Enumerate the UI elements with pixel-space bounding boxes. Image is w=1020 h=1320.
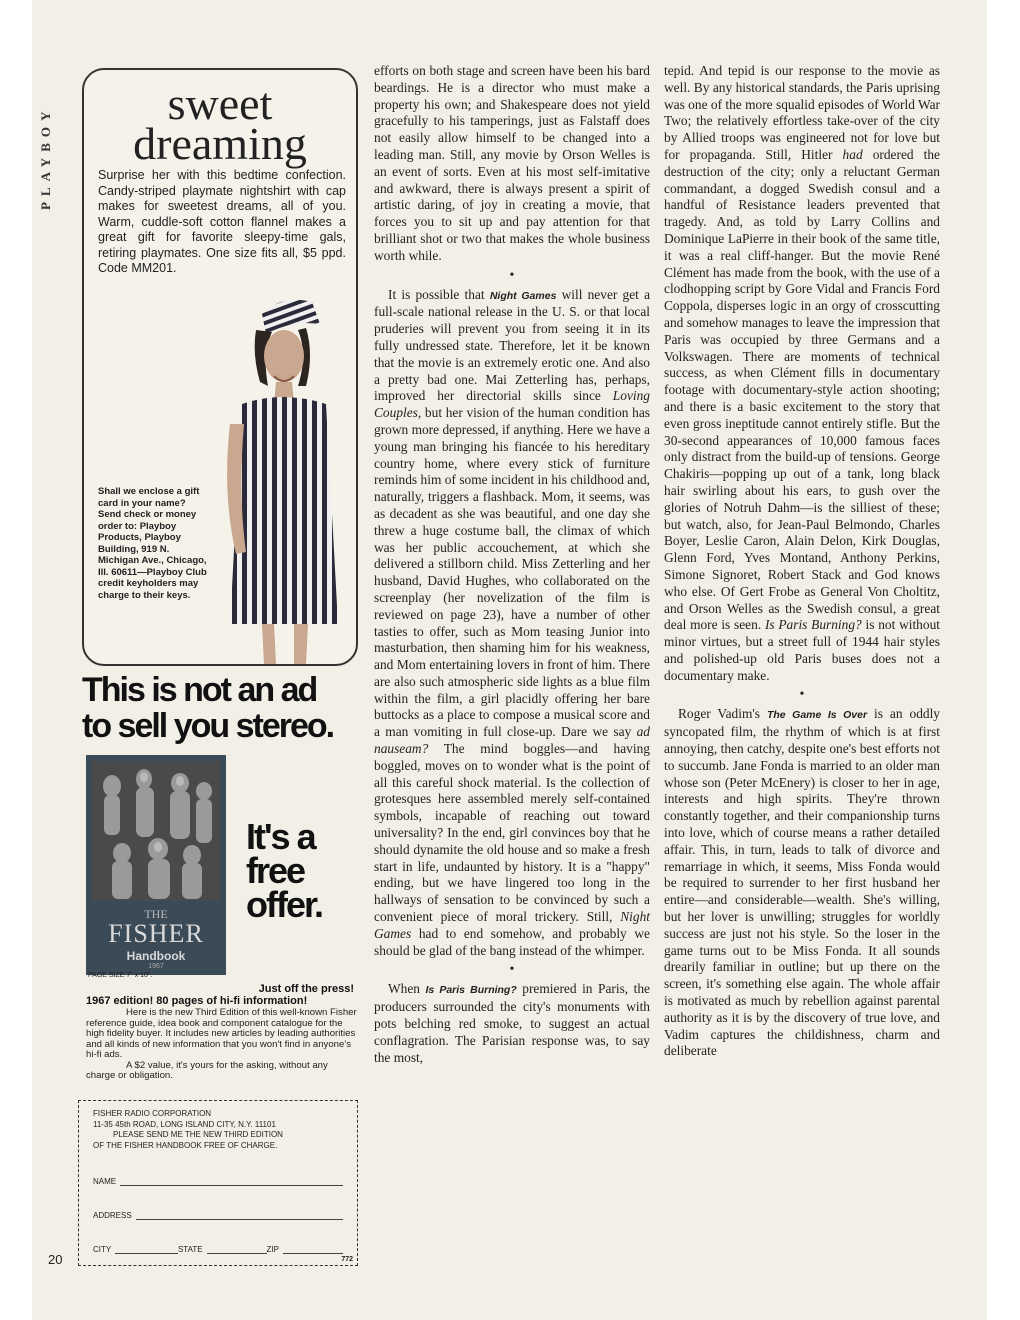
just-off-press: Just off the press!	[258, 983, 354, 995]
address-field[interactable]	[93, 1211, 343, 1220]
name-label: NAME	[93, 1177, 117, 1186]
free-offer-line3: offer.	[246, 884, 323, 925]
running-head-text: PLAYBOY	[38, 105, 53, 210]
free-offer-line1: It's a	[246, 816, 315, 857]
state-label: STATE	[177, 1245, 203, 1254]
name-field[interactable]	[93, 1177, 343, 1186]
paragraph	[664, 706, 940, 1060]
article-column-2	[664, 63, 940, 1060]
italic-text: Night Games	[374, 909, 650, 941]
sculpture-image	[92, 761, 220, 901]
city-label: CITY	[93, 1245, 112, 1254]
paragraph	[374, 981, 650, 1066]
headline-line2: to sell you stereo.	[82, 707, 334, 745]
order-instructions: Shall we enclose a gift card in your name? Send check or money order to: Playboy Products, Playboy Building, 919 N. Michigan Ave., Chicago, Ill. 60611—Playboy Club credit keyholders may charge to their keys.	[98, 486, 207, 601]
ad-title-line1: sweet	[167, 78, 273, 129]
name-line[interactable]	[120, 1177, 343, 1186]
paragraph: efforts on both stage and screen have been his bard beardings. He is a director who must make a property his own; and Shakespeare does not yield gracefully to his tamperings, just as Falstaff does not easily allow himself to be changed into a leading man. Still, any movie by Orson Welles is an event of sorts. Even at his most self-imitative and awkward, there is always present a spirit of artistic daring, of joy in creating a movie, that forces you to sit up and pay attention for that brilliant shot or two that makes the whole business worth while.	[374, 63, 650, 263]
coupon-request2: OF THE FISHER HANDBOOK FREE OF CHARGE.	[93, 1140, 278, 1150]
zip-label: ZIP	[266, 1245, 279, 1254]
text-run: will never get a full-scale national release in the U. S. or that local pruderies will prevent you from seeing it in its fully undressed state. Therefore, let it be known that the movie is an extremely erotic one. And also a pretty bad one. Mai Zetterling has, perhaps, improved her directorial skills since	[374, 286, 651, 404]
text-run: ordered the destruction of the city; only a reluctant German commandant, a dogged Swedish consul and a handful of Resistance leaders prevented that tragedy. And, as told by Larry Collins and Dominique LaPierre in their book of the same title, it was a real cliff-hanger. But the movie René Clément has made from the book, with the use of a clodhopping script by Gore Vidal and Francis Ford Coppola, disperses logic in an orgy of crosscutting and somehow manages to leave the impression that Paris was occupied by three Germans and a Volkswagen. There are moments of technical success, as when Clément fills in documentary footage with documentary-style action shooting; and there is a basic excitement to the story that even gross ineptitude cannot entirely stifle. But the 30-second appearances of 10,000 famous faces only distract from the build-up of tensions. George Chakiris—popping up out of a tank, long black hair swirling about his ears, to gush over the glories of Notruh Dahm—is the silliest of these; but watch, also, for Jean-Paul Belmondo, Charles Boyer, Leslie Caron, Alain Delon, Kirk Douglas, Glenn Ford, Yves Montand, Anthony Perkins, Simone Signoret, Robert Stack and God knows who else. Of Gert Frobe as General Von Choltitz, and Orson Welles as the Swedish consul, a great deal more is seen.	[664, 146, 940, 633]
book-the: THE	[144, 907, 168, 921]
text-run: When	[388, 981, 426, 997]
coupon-company: FISHER RADIO CORPORATION	[93, 1109, 212, 1118]
book-title: FISHER	[108, 919, 204, 948]
fisher-body-p1: Here is the new Third Edition of this well-known Fisher reference guide, idea book and component catalogue for the high fidelity buyer. It includes new articles by leading authorities and all kinds of new information that you won't find in anyone's hi-fi ads.	[86, 1007, 357, 1060]
model-photo	[222, 294, 342, 664]
film-title: Is Paris Burning?	[425, 984, 517, 997]
city-line[interactable]	[115, 1245, 178, 1254]
text-run: It is possible that	[388, 286, 490, 302]
ad-body: Surprise her with this bedtime confection. Candy-striped playmate nightshirt with cap makes for sweetest dreams, all of you. Warm, cuddle-soft cotton flannel makes a great gift for favorite sleepy-time gals, retiring playmates. One size fits all, $5 ppd. Code MM201.	[98, 168, 346, 275]
text-run: premiered in Paris, the producers surrounded the city's monuments with pots belching red smoke, to suggest an actual conflagration. The Parisian response was, to say the most,	[374, 981, 650, 1065]
ad-title-line2: dreaming	[133, 118, 307, 169]
fisher-headline	[82, 672, 362, 744]
fisher-body-p2: A $2 value, it's yours for the asking, without any charge or obligation.	[86, 1059, 328, 1081]
text-run: is an oddly syncopated film, the rhythm of which is at first annoying, then catchy, despite one's best efforts not to succumb. Jane Fonda is married to an older man whose son (Peter McEnery) is closer to her in age, interests and high spirits. They're thrown constantly together, and their companionship turns into love, which of course means a rather detailed affair. This, in turn, leads to talk of divorce and remarriage in which, it seems, Miss Fonda would be required to surrender to her first husband her entire—and considerable—wealth. She's willing, but her lover is unwilling; struggles for worldly success are just not his style. So the loser in the game turns out to be Miss Fonda. It all sounds drearily familiar in outline; but up there on the screen, it's something else again. The whole affair is motivated as much by rebellion against parental authority as it is by the discovery of true love, and Vadim captures the childishness, charm and deliberate	[664, 706, 940, 1059]
italic-text: Loving Couples	[374, 388, 650, 421]
nightshirt-ad	[82, 68, 358, 666]
state-line[interactable]	[207, 1245, 267, 1254]
film-title: The Game Is Over	[766, 709, 868, 722]
edition-line: 1967 edition! 80 pages of hi-fi information!	[86, 995, 308, 1007]
ad-title	[84, 78, 356, 169]
address-line[interactable]	[136, 1211, 343, 1220]
coupon-code: 772	[341, 1256, 353, 1263]
film-title: Night Games	[489, 289, 557, 302]
italic-text: ad nauseam?	[374, 724, 650, 757]
coupon-street: 11-35 45th ROAD, LONG ISLAND CITY, N.Y. 11101	[93, 1119, 276, 1129]
section-bullet: •	[509, 962, 515, 978]
text-run: had to end somehow, and probably we should be glad of the bang instead of the whimper.	[374, 925, 650, 958]
headline-line1: This is not an ad	[82, 671, 317, 709]
coupon-address	[93, 1109, 343, 1151]
paragraph	[664, 63, 940, 684]
italic-text: had	[842, 146, 863, 162]
section-bullet: •	[799, 687, 805, 703]
text-run: Roger Vadim's	[678, 706, 767, 722]
text-run: tepid. And tepid is our response to the movie as well. By any historical standards, the Paris uprising was one of the more squalid episodes of World War Two; the relatively effortless take-over of the city by Allied troops was engineered not for love but for propaganda. Still, Hitler	[664, 63, 940, 162]
page-number: 20	[48, 1252, 63, 1267]
text-run: is not without minor virtues, but a street full of 1944 hair styles and polished-up old Paris buses does not a documentary make.	[664, 617, 940, 683]
zip-line[interactable]	[283, 1245, 343, 1254]
book-subtitle: Handbook	[126, 949, 186, 963]
city-state-zip-field[interactable]	[93, 1245, 343, 1254]
request-coupon[interactable]	[78, 1100, 358, 1266]
text-run: , but her vision of the human condition has grown more depressed, if anything. Here we have a young man bringing his fiancée to his hereditary country home, where every stick of furniture reminds him of some incident in his childhood and, naturally, triggers a flashback. Mom, it seems, was as decadent as she was beautiful, and one day she threw a huge costume ball, the climax of which was her public accouchement, at which she delivered a stillborn child. Miss Zetterling and her husband, David Hughes, who collaborated on the screenplay (her novelization of the film is reviewed on page 23), have a number of other tasties to offer, such as Mom teasing Junior into masturbation, then shaming him for his weakness, and Mom entertaining lovers in front of him. There are also such atmospheric side lights as a blue film within the film, a girl placidly offering her bare buttocks as a place to compose a musical score and a man vomiting in full close-up. Dare we say	[374, 405, 650, 740]
book-year: 1967	[148, 963, 164, 970]
free-offer-text	[246, 816, 366, 925]
text-run: The mind boggles—and having boggled, moves on to wonder what is the point of all this careful shock material. Is the collection of grotesques here assembled merely self-contained symbols, incapable of reaching out toward universality? In the end, girl convinces boy that he should dynamite the old house and so make a fresh start in life, undaunted by history. It is a "happy" ending, but we have lingered too long in the hallways of sensation to be convinced by such a convenient piece of moral trickery. Still,	[374, 741, 650, 925]
paragraph	[374, 287, 650, 960]
page-size-note: PAGE SIZE 7" x 10".	[88, 972, 153, 979]
free-offer-line2: free	[246, 850, 305, 891]
address-label: ADDRESS	[93, 1211, 132, 1220]
fisher-handbook-cover	[86, 755, 226, 975]
coupon-request1: PLEASE SEND ME THE NEW THIRD EDITION	[113, 1130, 283, 1139]
italic-text: Is Paris Burning?	[764, 617, 862, 633]
article-column-1	[374, 63, 650, 1066]
section-bullet: •	[509, 267, 515, 283]
running-head	[38, 60, 58, 220]
fisher-body	[86, 1008, 358, 1082]
